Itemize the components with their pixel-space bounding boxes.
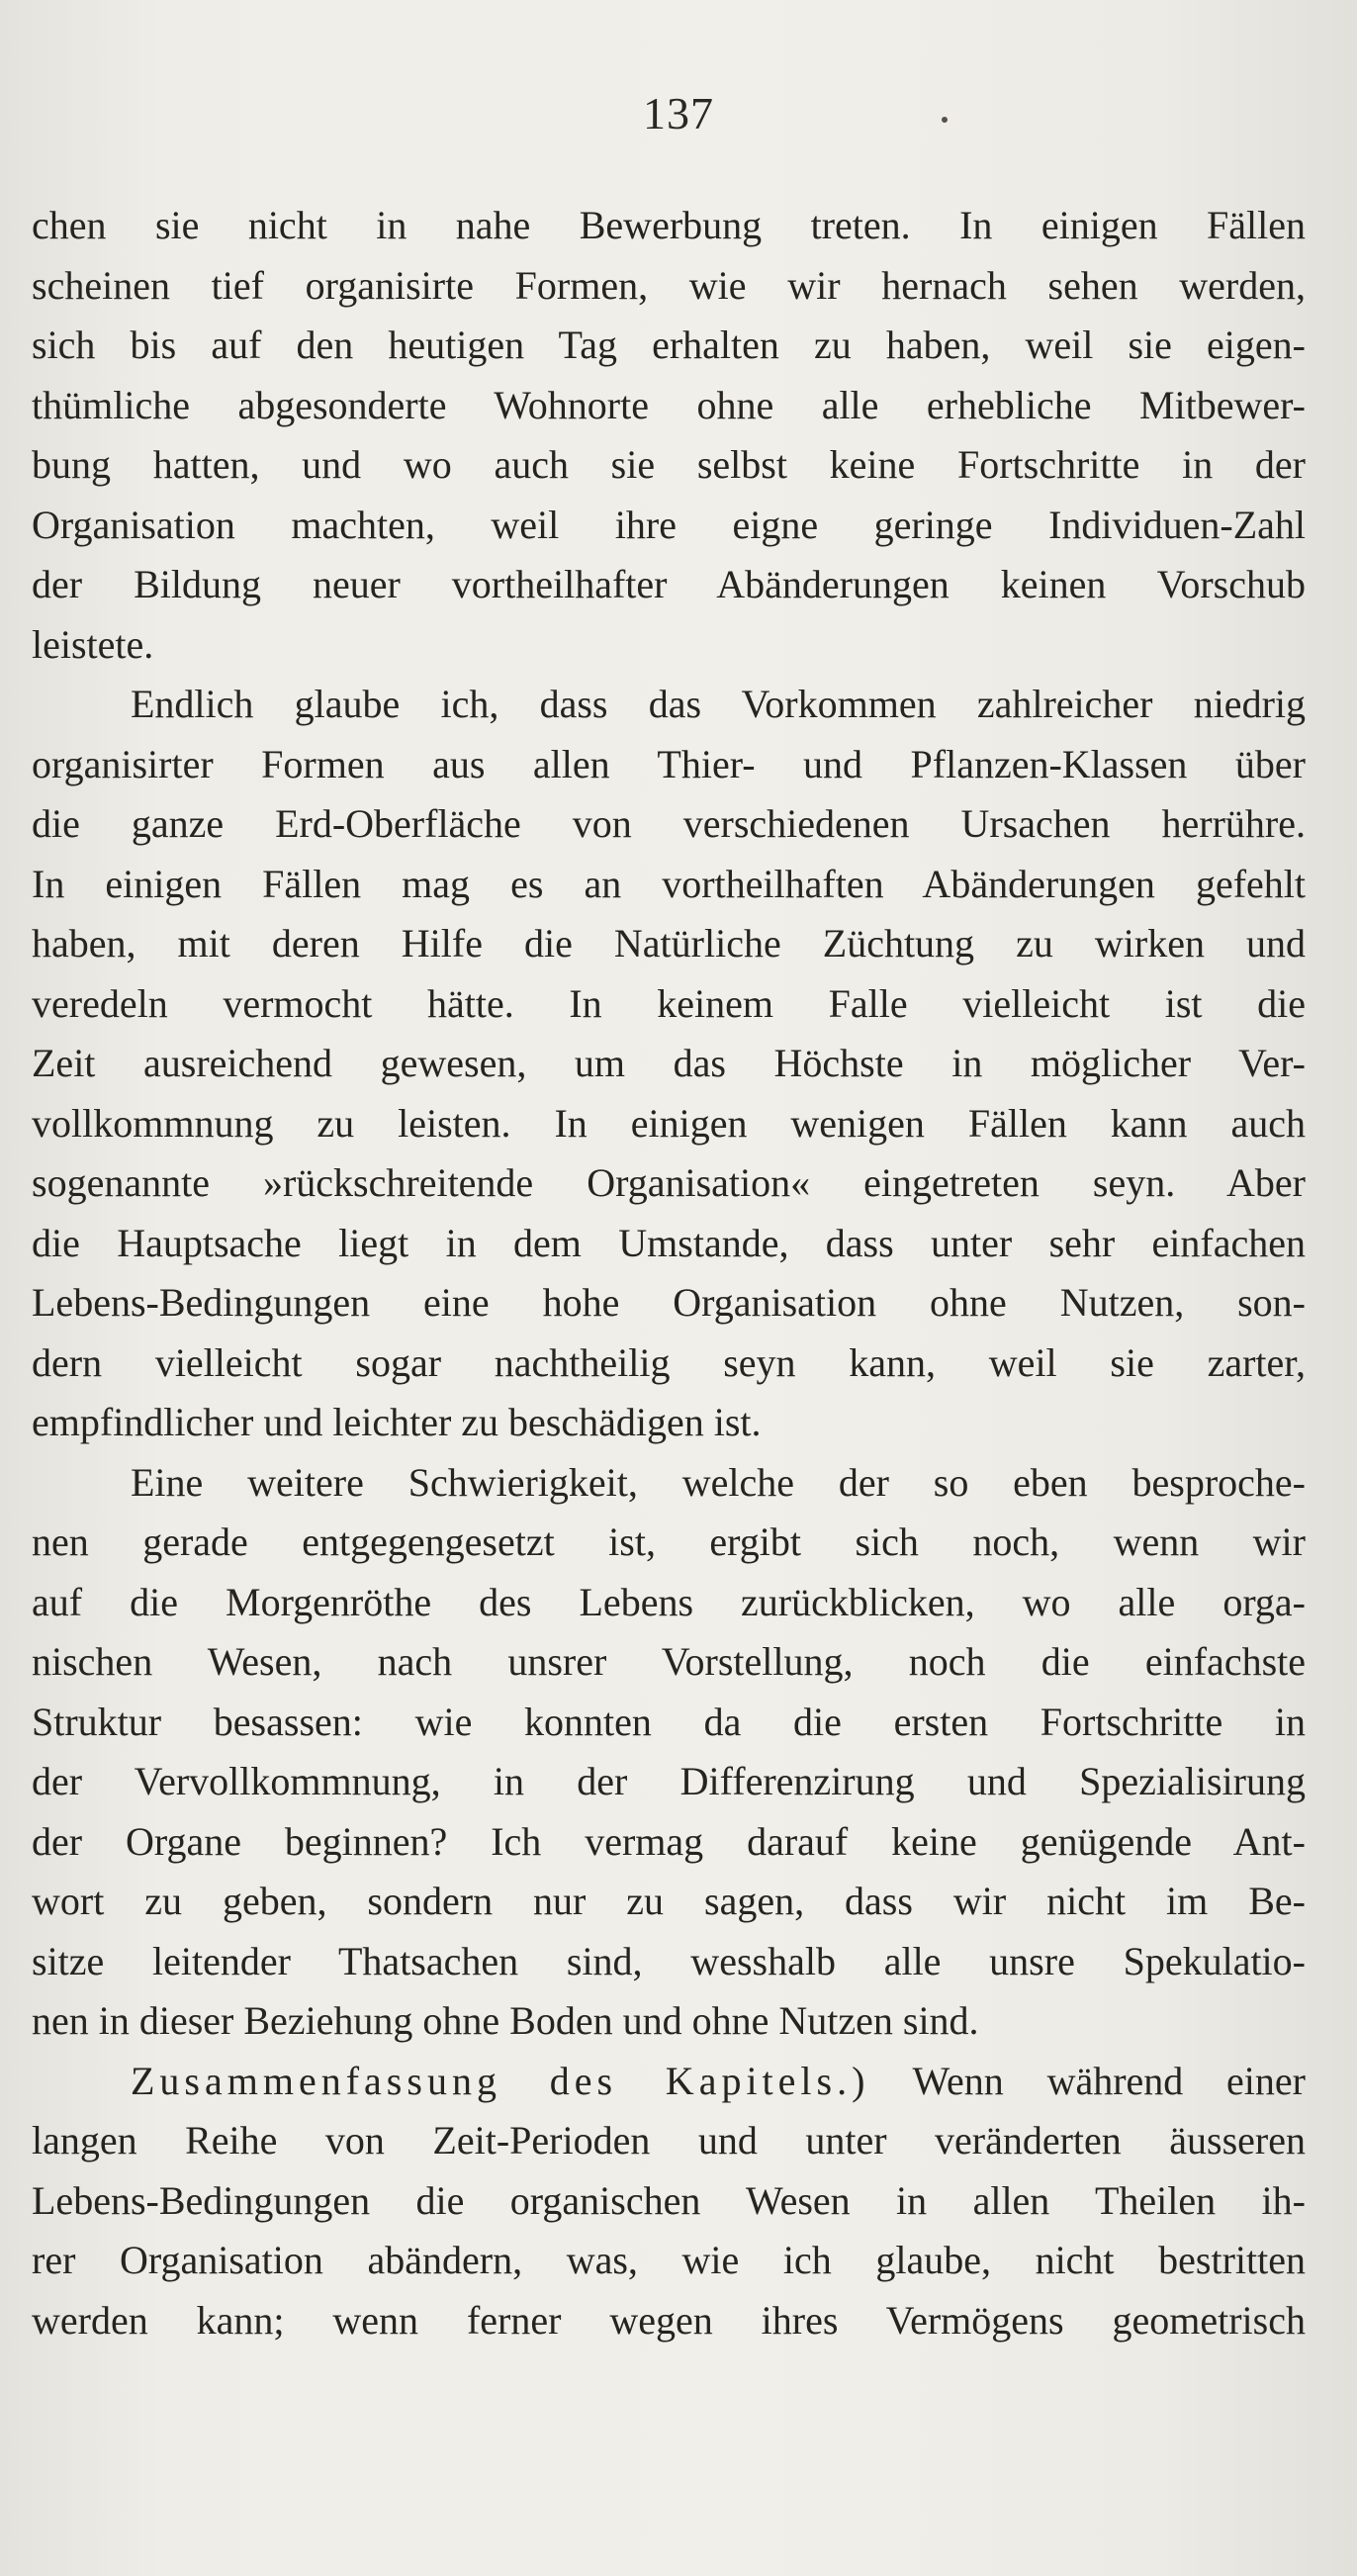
text-line: nen gerade entgegengesetzt ist, ergibt sich noch, wenn wir [32, 1519, 1306, 1564]
text-line: sogenannte »rückschreitende Organisation« eingetreten seyn. Aber [32, 1160, 1306, 1205]
text-line: dern vielleicht sogar nachtheilig seyn kann, weil sie zarter, [32, 1339, 1306, 1385]
text-line: leistete. [32, 621, 154, 667]
text-line: nen in dieser Beziehung ohne Boden und ohne Nutzen sind. [32, 1998, 979, 2043]
section-heading: Zusammenfassung des Kapitels.) [131, 2058, 870, 2103]
text-line: die Hauptsache liegt in dem Umstande, dass unter sehr einfachen [32, 1220, 1306, 1265]
text-line: chen sie nicht in nahe Bewerbung treten. In einigen Fällen [32, 203, 1306, 247]
text-line: nischen Wesen, nach unsrer Vorstellung, noch die einfachste [32, 1639, 1306, 1684]
text-line: auf die Morgenröthe des Lebens zurückblicken, wo alle orga- [32, 1579, 1306, 1624]
text-line: werden kann; wenn ferner wegen ihres Vermögens geometrisch [32, 2297, 1306, 2343]
text-line: Struktur besassen: wie konnten da die ersten Fortschritte in [32, 1699, 1306, 1744]
text-line: thümliche abgesonderte Wohnorte ohne alle erhebliche Mitbewer- [32, 382, 1306, 427]
text-line: sich bis auf den heutigen Tag erhalten zu haben, weil sie eigen- [32, 322, 1306, 367]
text-line: der Vervollkommnung, in der Differenzirung und Spezialisirung [32, 1759, 1306, 1803]
text-line: Lebens-Bedingungen eine hohe Organisation ohne Nutzen, son- [32, 1280, 1306, 1325]
text-line: organisirter Formen aus allen Thier- und Pflanzen-Klassen über [32, 741, 1306, 786]
text-line: die ganze Erd-Oberfläche von verschiedenen Ursachen herrühre. [32, 801, 1306, 846]
text-line: Eine weitere Schwierigkeit, welche der so eben besproche- [131, 1459, 1306, 1505]
text-line: vollkommnung zu leisten. In einigen wenigen Fällen kann auch [32, 1100, 1306, 1146]
body-text [32, 196, 1306, 2350]
text-line: der Bildung neuer vortheilhafter Abänderungen keinen Vorschub [32, 562, 1306, 606]
print-speck [942, 117, 948, 123]
text-line: empfindlicher und leichter zu beschädigen ist. [32, 1400, 762, 1444]
text-line: scheinen tief organisirte Formen, wie wir hernach sehen werden, [32, 262, 1306, 308]
page-number: 137 [643, 88, 714, 138]
text-line: Lebens-Bedingungen die organischen Wesen in allen Theilen ih- [32, 2177, 1306, 2223]
text-line: Organisation machten, weil ihre eigne geringe Individuen-Zahl [32, 502, 1306, 547]
text-line: Endlich glaube ich, dass das Vorkommen zahlreicher niedrig [131, 682, 1306, 726]
text-line: langen Reihe von Zeit-Perioden und unter veränderten äusseren [32, 2118, 1306, 2162]
text-line: sitze leitender Thatsachen sind, wesshalb alle unsre Spekulatio- [32, 1938, 1306, 1983]
text-line: wort zu geben, sondern nur zu sagen, dass wir nicht im Be- [32, 1879, 1306, 1923]
text-line: veredeln vermocht hätte. In keinem Falle vielleicht ist die [32, 980, 1306, 1026]
text-line: In einigen Fällen mag es an vortheilhaften Abänderungen gefehlt [32, 861, 1306, 906]
text-line: Zeit ausreichend gewesen, um das Höchste in möglicher Ver- [32, 1041, 1306, 1085]
text-line: haben, mit deren Hilfe die Natürliche Züchtung zu wirken und [32, 921, 1306, 966]
text-line: bung hatten, und wo auch sie selbst keine Fortschritte in der [32, 442, 1306, 487]
text-line: Zusammenfassung des Kapitels.) Wenn während einer [131, 2058, 1306, 2103]
text-line: der Organe beginnen? Ich vermag darauf keine genügende Ant- [32, 1818, 1306, 1864]
text-line: rer Organisation abändern, was, wie ich glaube, nicht bestritten [32, 2238, 1306, 2282]
